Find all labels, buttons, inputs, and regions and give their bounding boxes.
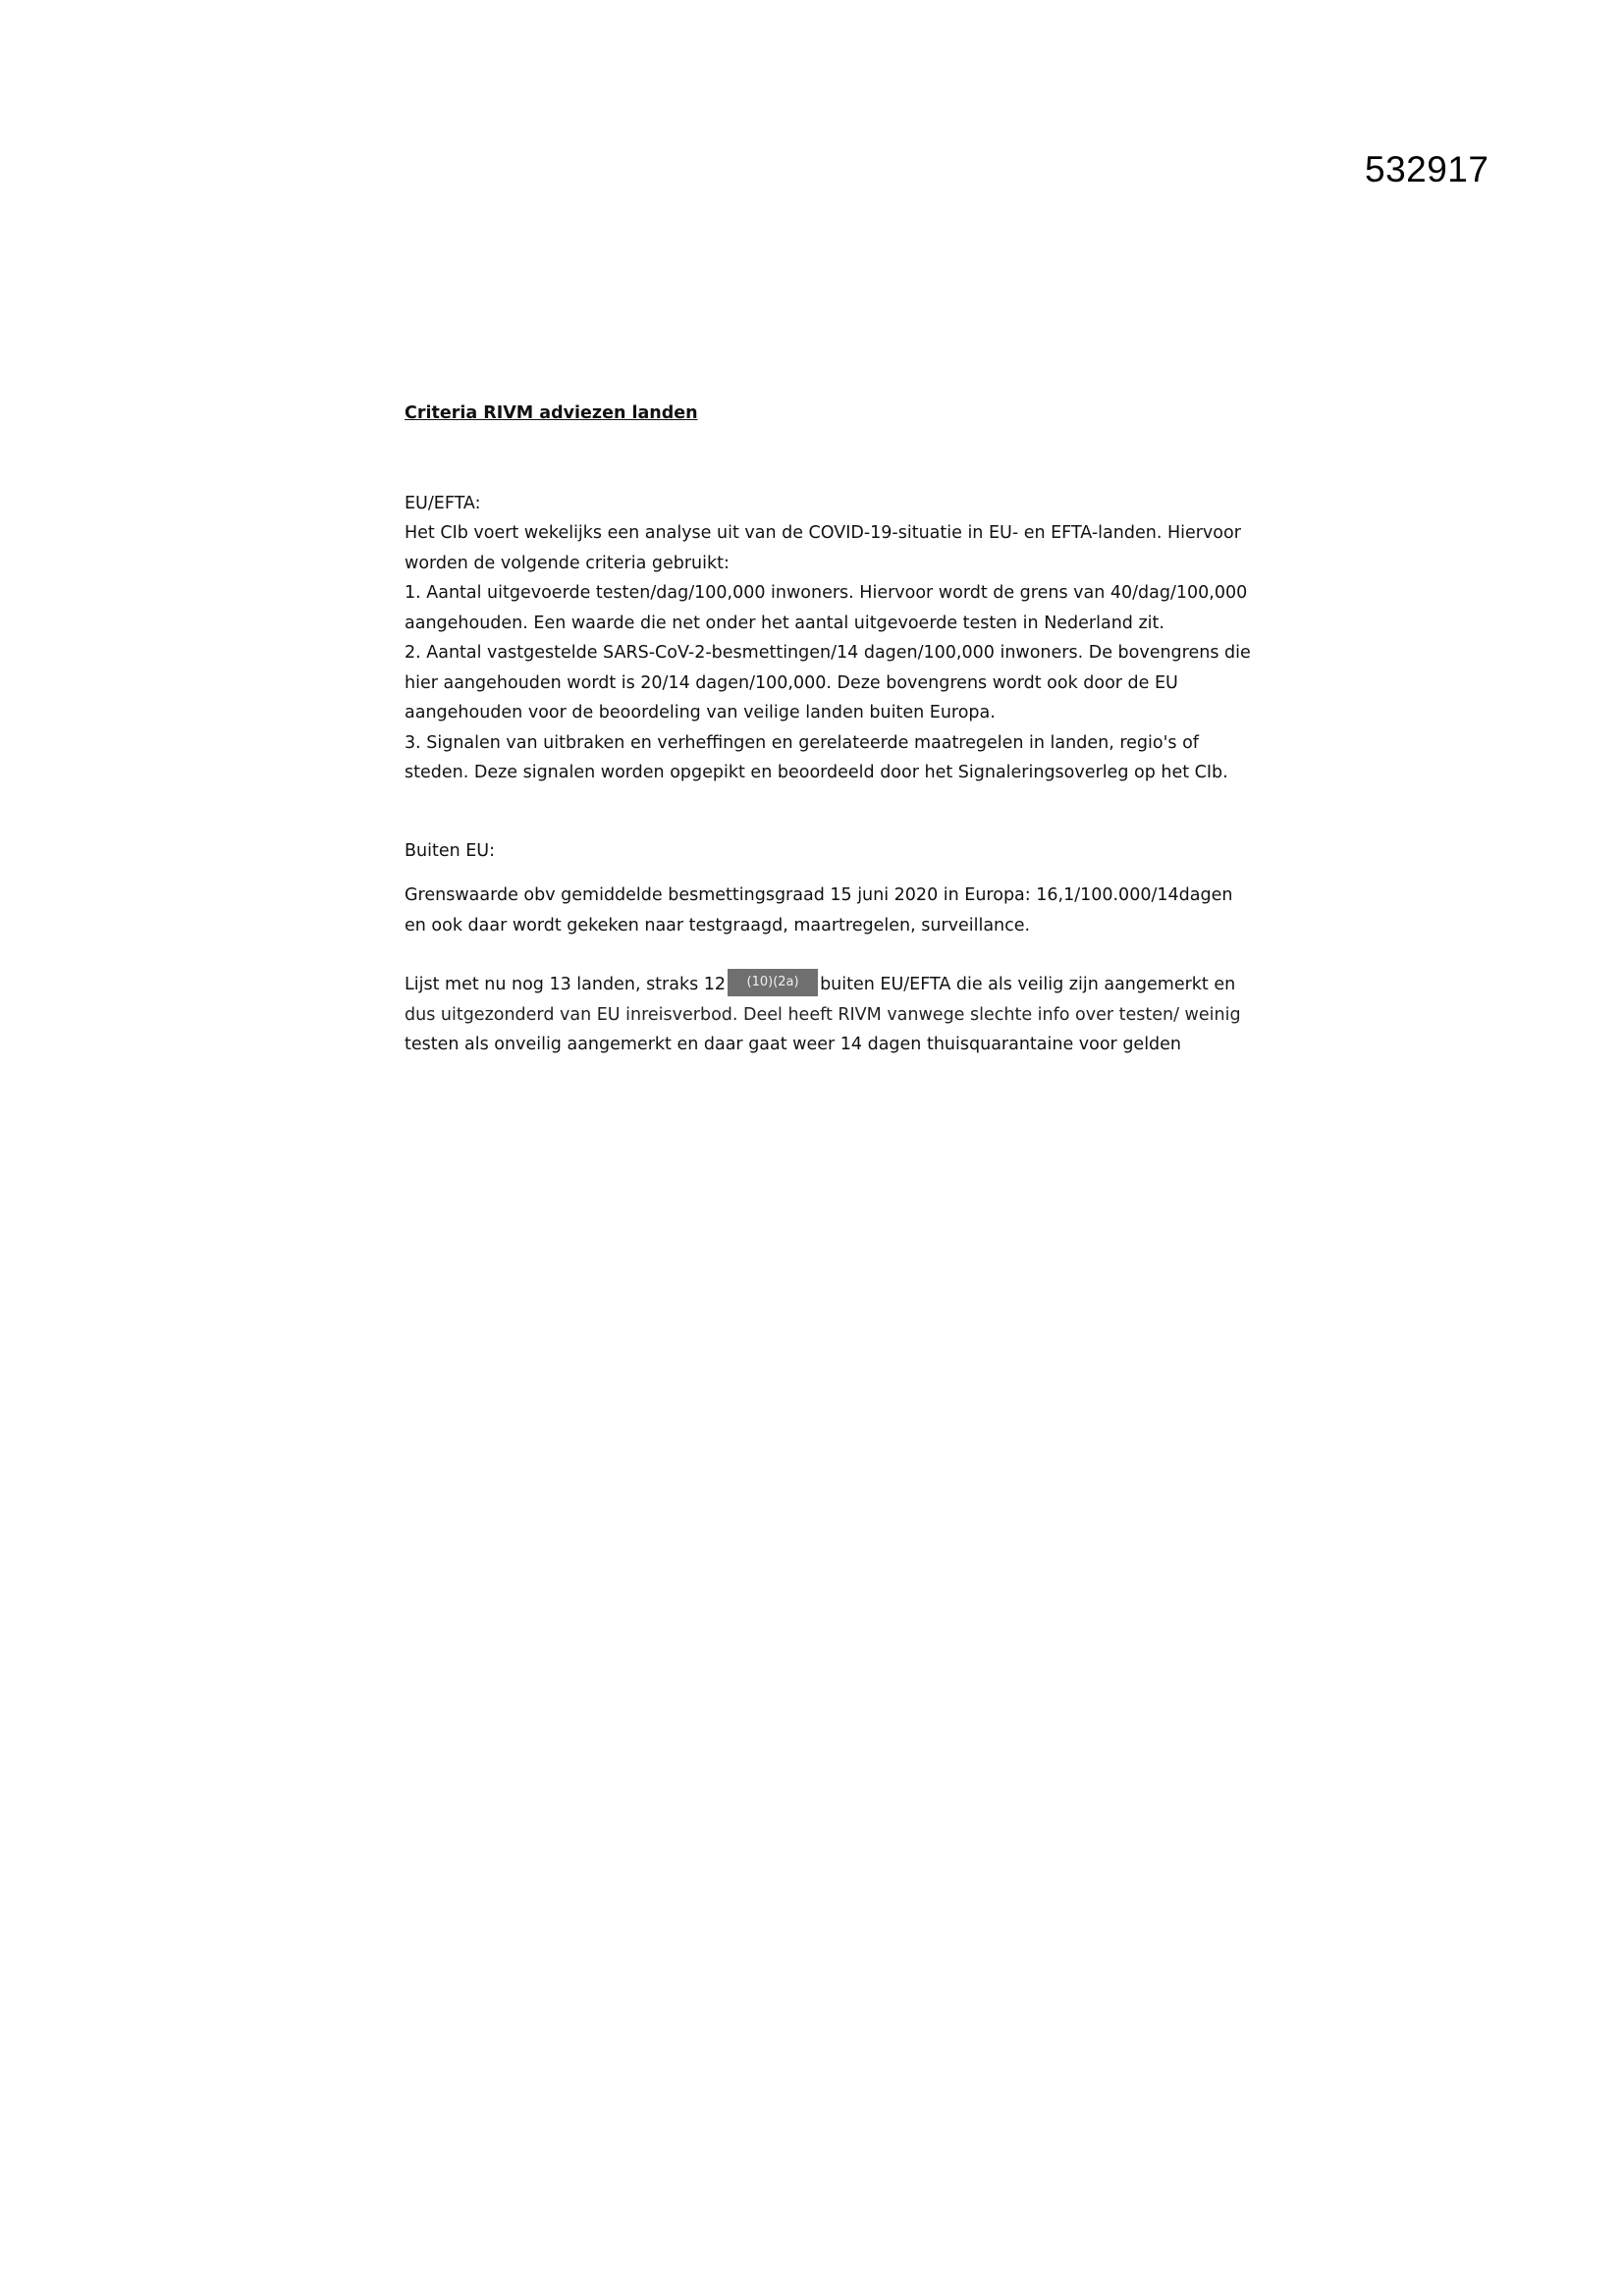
list-line-2: dus uitgezonderd van EU inreisverbod. Deel heeft RIVM vanwege slechte info over testen/ weinig [405, 1004, 1241, 1025]
document-body [405, 399, 1251, 1060]
list-line-1-after: buiten EU/EFTA die als veilig zijn aangemerkt en [820, 975, 1236, 994]
list-line-3: testen als onveilig aangemerkt en daar gaat weer 14 dagen thuisquarantaine voor gelden [405, 1035, 1182, 1054]
list-line-1-before: Lijst met nu nog 13 landen, straks 12 [405, 975, 727, 994]
eu-line-2: worden de volgende criteria gebruikt: [405, 553, 730, 573]
document-title: Criteria RIVM adviezen landen [405, 403, 698, 423]
eu-criterion-2-line-1: 2. Aantal vastgestelde SARS-CoV-2-besmettingen/14 dagen/100,000 inwoners. De bovengrens die [405, 643, 1251, 663]
spacer [405, 788, 1239, 836]
spacer [405, 866, 1239, 881]
redaction-box: (10)(2a) [728, 969, 818, 996]
outside-eu-line-1: Grenswaarde obv gemiddelde besmettingsgraad 15 juni 2020 in Europa: 16,1/100.000/14dagen [405, 885, 1233, 905]
outside-eu-line-2: en ook daar wordt gekeken naar testgraagd, maartregelen, surveillance. [405, 915, 1031, 935]
eu-efta-heading: EU/EFTA: [405, 493, 481, 513]
document-number: 532917 [1365, 149, 1489, 189]
spacer [405, 940, 1239, 970]
eu-criterion-2-line-2: hier aangehouden wordt is 20/14 dagen/100,000. Deze bovengrens wordt ook door de EU [405, 672, 1178, 693]
eu-criterion-2-line-3: aangehouden voor de beoordeling van veilige landen buiten Europa. [405, 703, 996, 722]
list-line-1 [405, 970, 1239, 1000]
eu-criterion-3-line-2: steden. Deze signalen worden opgepikt en beoordeeld door het Signaleringsoverleg op het CIb. [405, 763, 1228, 782]
outside-eu-heading: Buiten EU: [405, 840, 496, 861]
eu-criterion-1-line-2: aangehouden. Een waarde die net onder het aantal uitgevoerde testen in Nederland zit. [405, 613, 1164, 633]
eu-line-1: Het CIb voert wekelijks een analyse uit van de COVID-19-situatie in EU- en EFTA-landen. Hiervoor [405, 523, 1241, 543]
eu-criterion-3-line-1: 3. Signalen van uitbraken en verheffingen en gerelateerde maatregelen in landen, regio's of [405, 732, 1199, 753]
spacer [405, 429, 1239, 489]
eu-criterion-1-line-1: 1. Aantal uitgevoerde testen/dag/100,000 inwoners. Hiervoor wordt de grens van 40/dag/100,000 [405, 583, 1248, 603]
